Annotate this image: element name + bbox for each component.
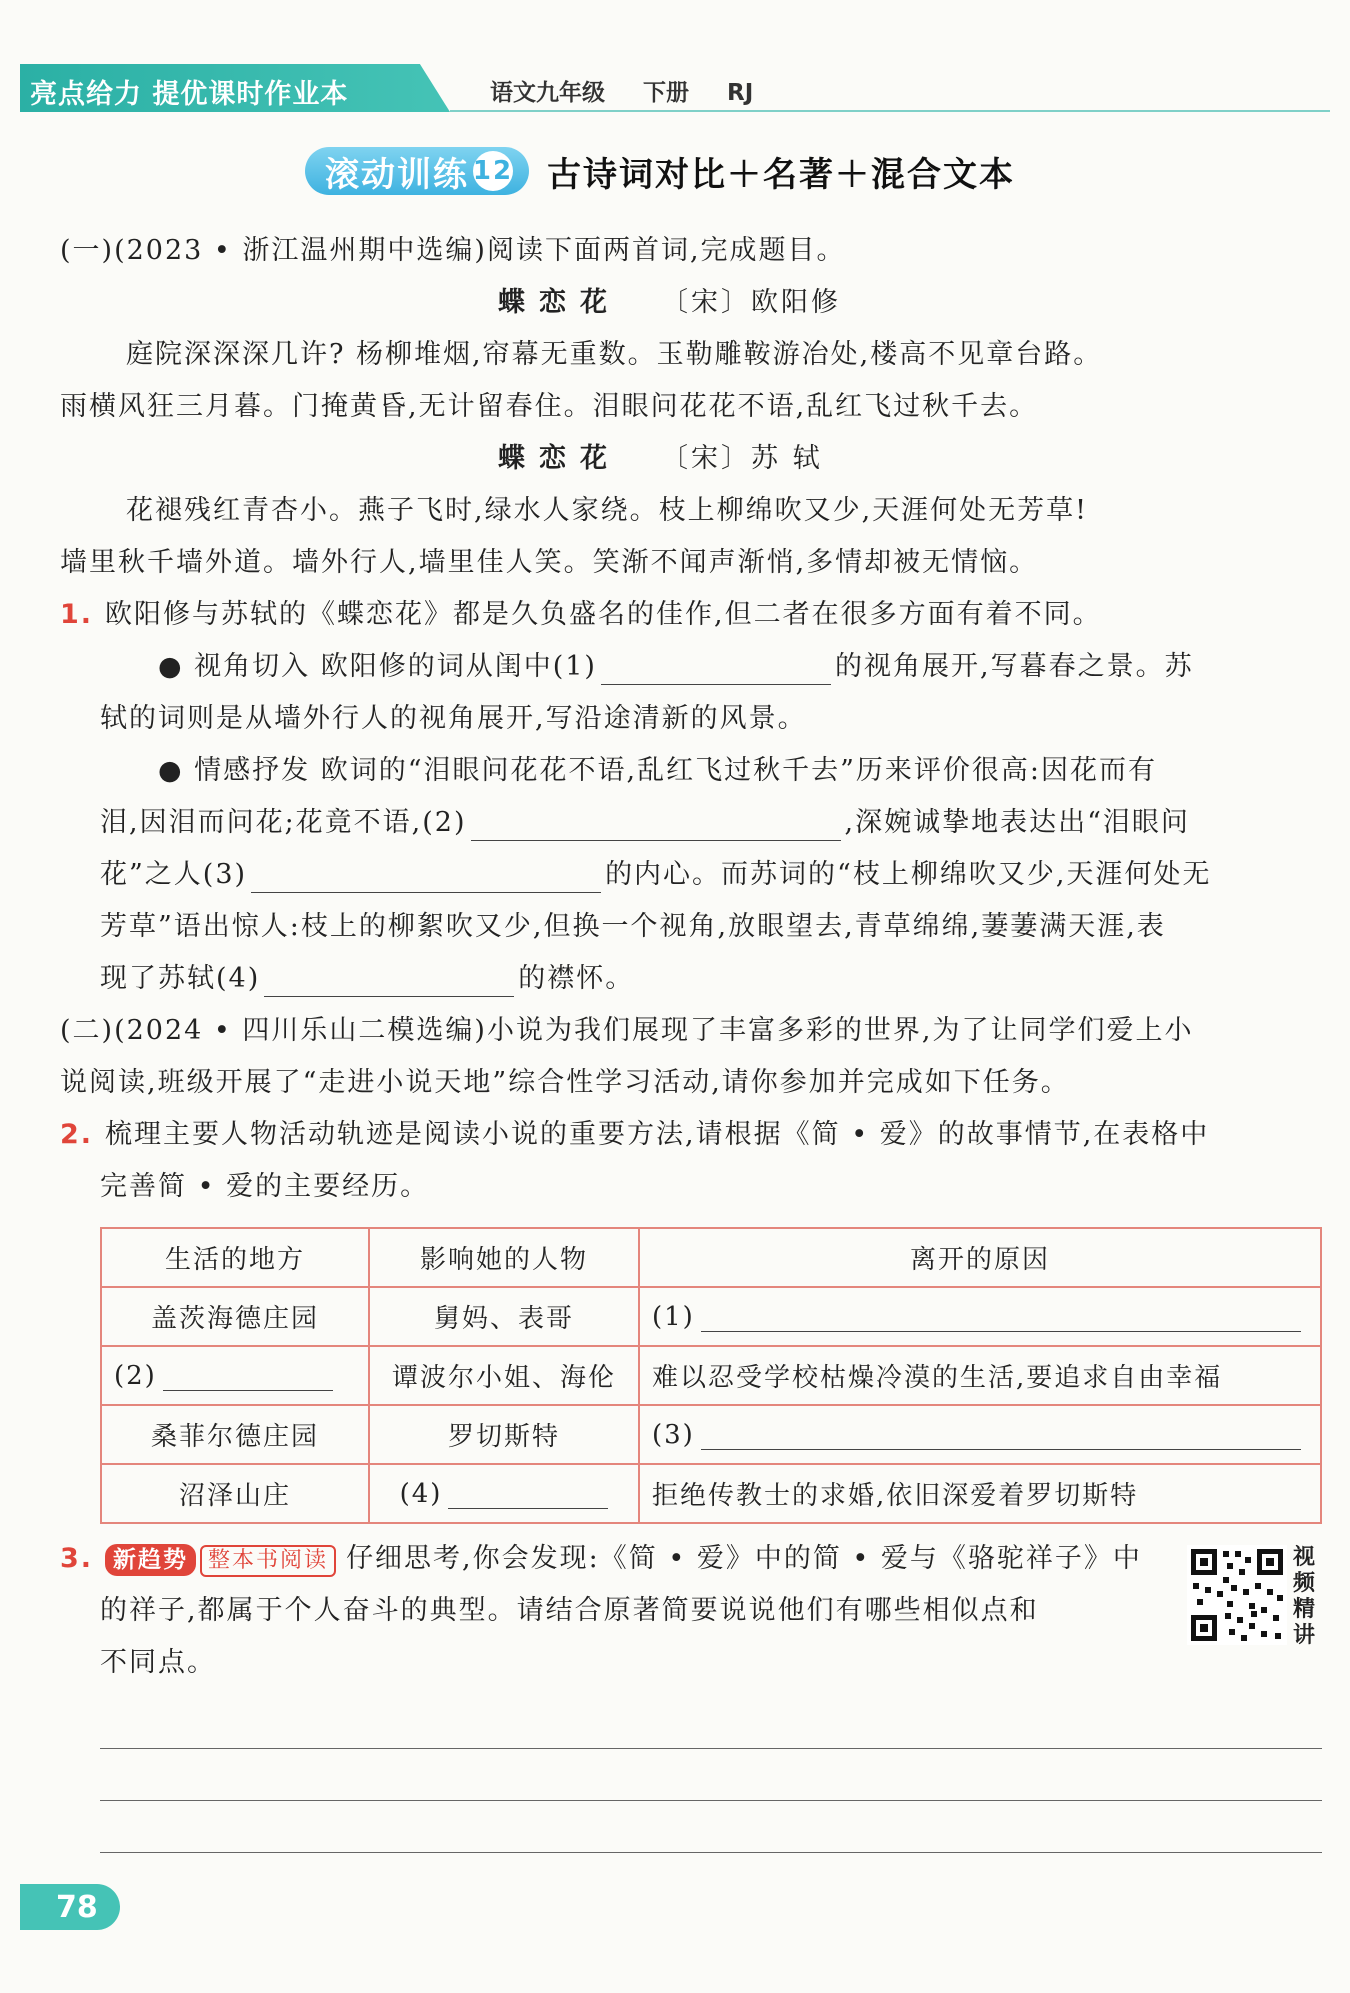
- q1-bullet2-text-c1: 花”之人(3): [100, 859, 248, 890]
- table-cell: [639, 1287, 1321, 1346]
- whole-book-tag: 整本书阅读: [200, 1545, 336, 1577]
- answer-blank-t1[interactable]: [701, 1303, 1301, 1332]
- new-trend-tag: 新趋势: [105, 1544, 196, 1576]
- answer-blank-4[interactable]: [264, 966, 514, 997]
- poem1-line2: 雨横风狂三月暮。门掩黄昏,无计留春住。泪眼问花花不语,乱红飞过秋千去。: [60, 391, 1039, 422]
- q1-bullet1-text-b: 的视角展开,写暮春之景。苏: [834, 651, 1194, 682]
- table-cell: 谭波尔小姐、海伦: [369, 1346, 639, 1405]
- table-cell: [101, 1346, 369, 1405]
- jane-eyre-table: [100, 1227, 1322, 1524]
- q2-number: 2.: [60, 1119, 94, 1150]
- q1-bullet1-line2: 轼的词则是从墙外行人的视角展开,写沿途清新的风景。: [100, 703, 807, 734]
- table-row: [101, 1464, 1321, 1523]
- q2-stem-line1: [60, 1117, 1209, 1153]
- answer-blank-3[interactable]: [251, 862, 601, 893]
- q3-number: 3.: [60, 1543, 94, 1574]
- page-title: [305, 143, 1015, 199]
- table-cell: 舅妈、表哥: [369, 1287, 639, 1346]
- part2-intro-line2: 说阅读,班级开展了“走进小说天地”综合性学习活动,请你参加并完成如下任务。: [60, 1067, 1070, 1098]
- answer-blank-t2[interactable]: [163, 1362, 333, 1391]
- q1-number: 1.: [60, 599, 94, 630]
- answer-line[interactable]: [100, 1852, 1322, 1853]
- video-lecture-label: 视频精讲: [1293, 1545, 1316, 1648]
- q1-bullet2-line3: [100, 857, 1211, 893]
- answer-blank-2[interactable]: [471, 810, 841, 841]
- table-header: 影响她的人物: [369, 1228, 639, 1287]
- table-cell: 桑菲尔德庄园: [101, 1405, 369, 1464]
- poem2-title: 蝶恋花: [498, 443, 621, 474]
- table-row: [101, 1287, 1321, 1346]
- q1-stem-text: 欧阳修与苏轼的《蝶恋花》都是久负盛名的佳作,但二者在很多方面有着不同。: [105, 599, 1102, 630]
- blank-label: (3): [652, 1419, 695, 1450]
- answer-line[interactable]: [100, 1748, 1322, 1749]
- q3-stem-text1: 仔细思考,你会发现:《简 • 爱》中的简 • 爱与《骆驼祥子》中: [346, 1543, 1142, 1574]
- subject-info: [490, 74, 783, 107]
- brand-title: 亮点给力 提优课时作业本: [30, 79, 349, 110]
- q1-bullet2-line4: 芳草”语出惊人:枝上的柳絮吹又少,但换一个视角,放眼望去,青草绵绵,萋萋满天涯,表: [100, 911, 1166, 942]
- q3-stem-line3: 不同点。: [100, 1647, 216, 1678]
- blank-label: (4): [399, 1478, 443, 1509]
- page-number: 78: [20, 1884, 120, 1930]
- q1-bullet2-text-e1: 现了苏轼(4): [100, 963, 261, 994]
- title-number: 12: [473, 151, 513, 191]
- answer-line[interactable]: [100, 1800, 1322, 1801]
- table-header-row: [101, 1228, 1321, 1287]
- table-cell: [369, 1464, 639, 1523]
- poem1-title: 蝶恋花: [498, 287, 621, 318]
- title-text: 古诗词对比＋名著＋混合文本: [547, 154, 1015, 195]
- table-cell: 沼泽山庄: [101, 1464, 369, 1523]
- poem2-author: 〔宋〕苏 轼: [661, 443, 823, 474]
- banner-divider: [450, 110, 1330, 112]
- poem1-heading: [498, 285, 841, 321]
- part1-intro: (一)(2023 • 浙江温州期中选编)阅读下面两首词,完成题目。: [60, 235, 846, 266]
- answer-blank-t3[interactable]: [701, 1421, 1301, 1450]
- subject: 语文九年级: [490, 80, 605, 106]
- q3-stem-line1: [60, 1541, 1142, 1577]
- q1-bullet2-line5: [100, 961, 634, 997]
- q1-bullet2-line2: [100, 805, 1190, 841]
- part2-intro-line1: (二)(2024 • 四川乐山二模选编)小说为我们展现了丰富多彩的世界,为了让同学们爱上小: [60, 1015, 1194, 1046]
- title-badge-text: 滚动训练: [325, 154, 469, 195]
- poem2-line1: 花褪残红青杏小。燕子飞时,绿水人家绕。枝上柳绵吹又少,天涯何处无芳草!: [126, 495, 1089, 526]
- qr-code-icon[interactable]: [1187, 1545, 1287, 1645]
- poem2-heading: [498, 441, 823, 477]
- answer-blank-t4[interactable]: [448, 1480, 608, 1509]
- header-banner: [20, 64, 1330, 112]
- q1-bullet2-text-b1: 泪,因泪而问花;花竟不语,(2): [100, 807, 467, 838]
- q1-bullet2-line1: ● 情感抒发 欧词的“泪眼问花花不语,乱红飞过秋千去”历来评价很高:因花而有: [158, 755, 1158, 786]
- table-cell: 拒绝传教士的求婚,依旧深爱着罗切斯特: [639, 1464, 1321, 1523]
- q2-stem-text1: 梳理主要人物活动轨迹是阅读小说的重要方法,请根据《简 • 爱》的故事情节,在表格中: [105, 1119, 1210, 1150]
- q1-stem: [60, 597, 1102, 633]
- table-cell: 难以忍受学校枯燥冷漠的生活,要追求自由幸福: [639, 1346, 1321, 1405]
- q1-bullet1-text-a: ● 视角切入 欧阳修的词从闺中(1): [158, 651, 597, 682]
- answer-blank-1[interactable]: [601, 654, 831, 685]
- q2-stem-line2: 完善简 • 爱的主要经历。: [100, 1171, 430, 1202]
- q3-stem-line2: 的祥子,都属于个人奋斗的典型。请结合原著简要说说他们有哪些相似点和: [100, 1595, 1039, 1626]
- table-header: 生活的地方: [101, 1228, 369, 1287]
- table-row: [101, 1346, 1321, 1405]
- table-cell: 盖茨海德庄园: [101, 1287, 369, 1346]
- volume: 下册: [643, 80, 690, 106]
- q1-bullet2-text-c2: 的内心。而苏词的“枝上柳绵吹又少,天涯何处无: [605, 859, 1212, 890]
- q1-bullet2-text-b2: ,深婉诚挚地表达出“泪眼问: [844, 807, 1190, 838]
- edition: RJ: [727, 80, 754, 106]
- table-row: [101, 1405, 1321, 1464]
- q1-bullet2-text-e2: 的襟怀。: [518, 963, 635, 994]
- table-cell: [639, 1405, 1321, 1464]
- poem1-author: 〔宋〕欧阳修: [661, 287, 841, 318]
- poem2-line2: 墙里秋千墙外道。墙外行人,墙里佳人笑。笑渐不闻声渐悄,多情却被无情恼。: [60, 547, 1039, 578]
- blank-label: (2): [114, 1360, 157, 1391]
- table-cell: 罗切斯特: [369, 1405, 639, 1464]
- poem1-line1: 庭院深深深几许? 杨柳堆烟,帘幕无重数。玉勒雕鞍游冶处,楼高不见章台路。: [126, 339, 1103, 370]
- title-badge: [305, 147, 529, 195]
- table-header: 离开的原因: [639, 1228, 1321, 1287]
- q1-bullet1-line1: [158, 649, 1194, 685]
- blank-label: (1): [652, 1301, 695, 1332]
